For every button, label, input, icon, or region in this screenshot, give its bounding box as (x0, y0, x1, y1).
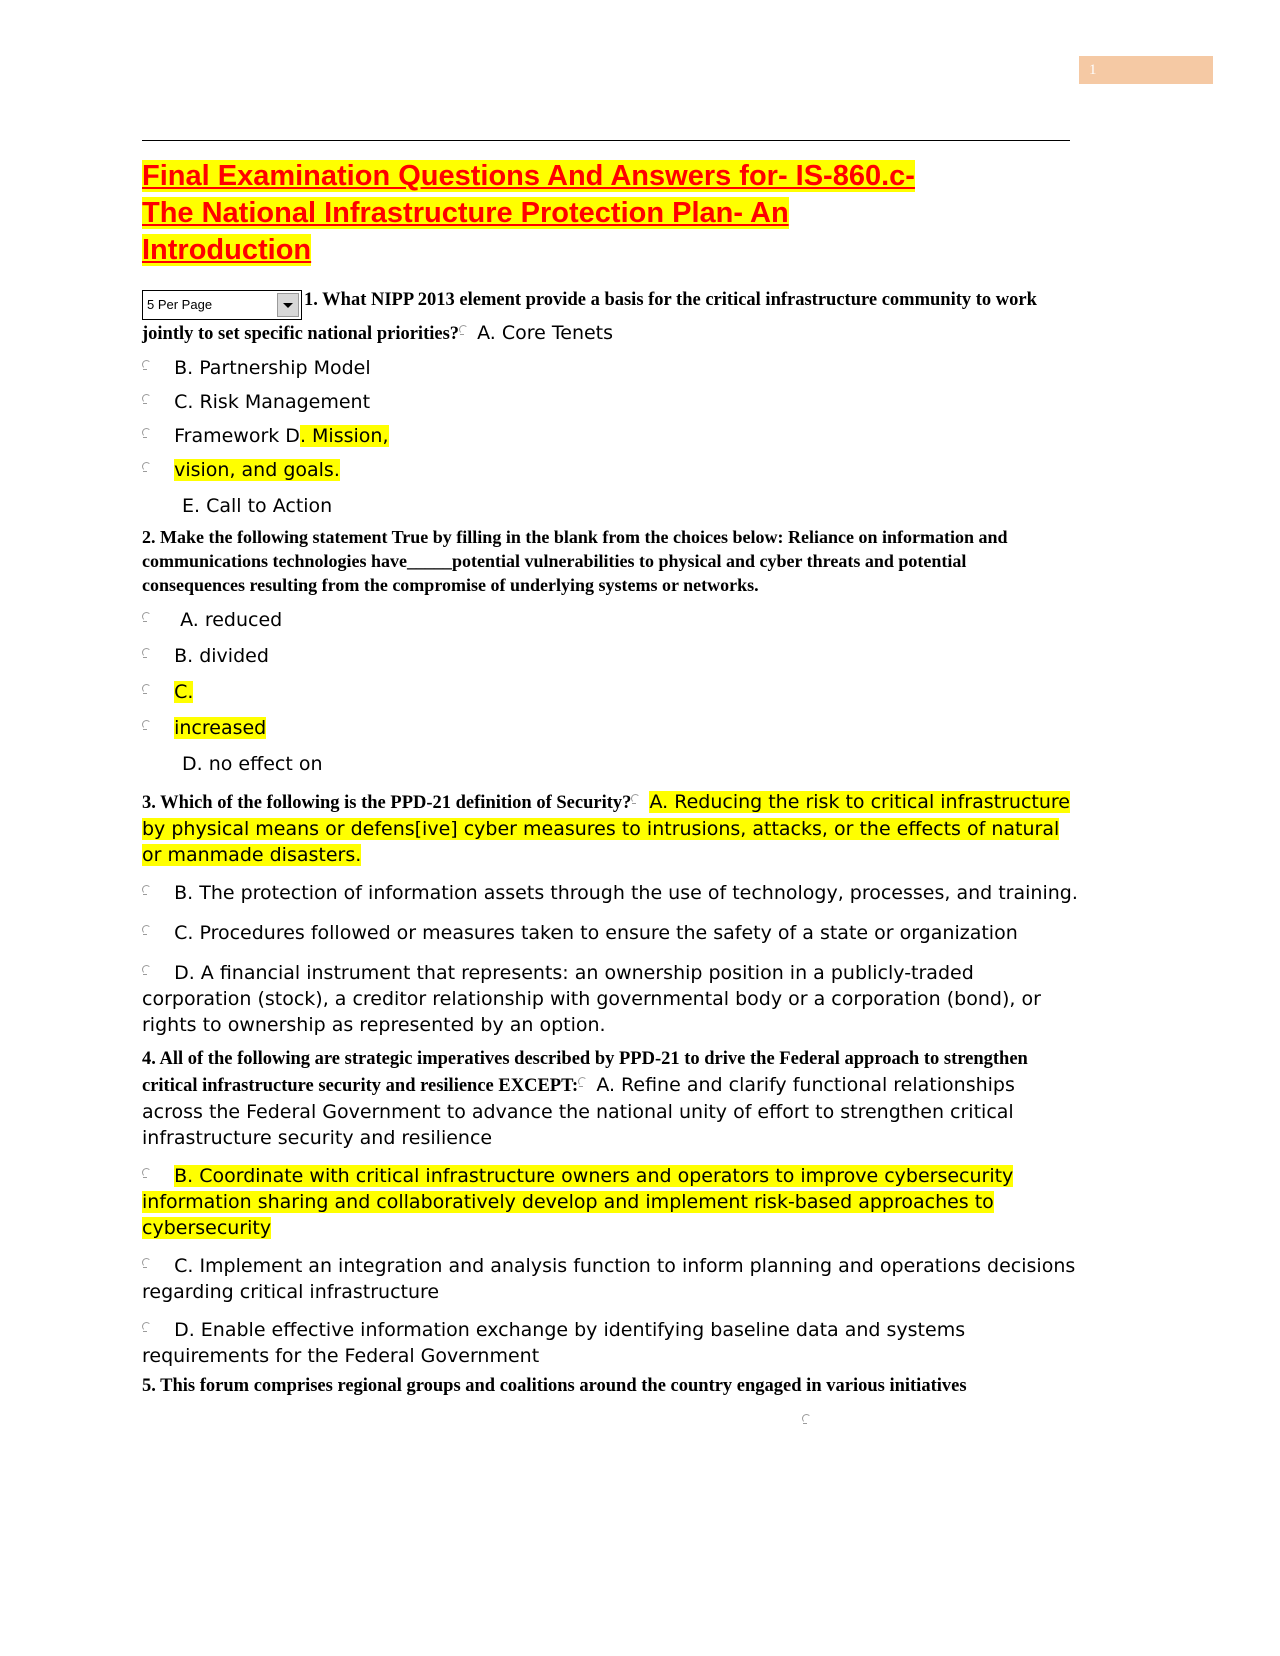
radio-q3-b[interactable] (142, 885, 155, 898)
radio-q4-b[interactable] (142, 1168, 155, 1181)
option-q4-a[interactable]: A. Refine and clarify functional relationships across the Federal Government to advance the national unity of effort to strengthen critical infrastructure security and resilience (142, 1074, 1015, 1149)
radio-q4-c[interactable] (142, 1258, 155, 1271)
radio-q1-b[interactable] (142, 360, 155, 373)
radio-q2-c[interactable] (142, 684, 155, 697)
option-q1-d-highlight-1: . Mission, (299, 425, 389, 447)
question-4-options (142, 1163, 1092, 1369)
option-q2-a[interactable]: A. reduced (180, 609, 283, 631)
per-page-select-value: 5 Per Page (147, 297, 213, 312)
title-container (142, 158, 942, 269)
question-3-options (142, 880, 1092, 1038)
question-1-block (142, 287, 1092, 347)
option-q1-e[interactable]: E. Call to Action (182, 495, 333, 517)
radio-q4-d[interactable] (142, 1322, 155, 1335)
document-content (142, 158, 1092, 1432)
option-q2-b[interactable]: B. divided (174, 645, 269, 667)
question-4-text: 4. All of the following are strategic imperatives described by PPD-21 to drive the Federal approach to strengthen critical infrastructure security and resilience EXCEPT: (142, 1049, 1028, 1096)
radio-q3-a[interactable] (631, 794, 644, 807)
option-q4-c[interactable]: C. Implement an integration and analysis function to inform planning and operations decisions regarding critical infrastructure (142, 1255, 1076, 1303)
per-page-select[interactable] (142, 290, 302, 320)
option-q1-d[interactable]: Framework D (174, 425, 300, 447)
option-q3-c[interactable]: C. Procedures followed or measures taken to ensure the safety of a state or organization (174, 922, 1018, 944)
option-q2-c[interactable]: C. (174, 681, 194, 703)
question-2-block (142, 525, 1057, 597)
radio-q1-a[interactable] (459, 325, 472, 338)
radio-q2-c-cont[interactable] (142, 720, 155, 733)
page-title: Final Examination Questions And Answers for- IS-860.c- The National Infrastructure Protection Plan- An Introduction (142, 160, 915, 266)
option-q1-b[interactable]: B. Partnership Model (174, 357, 371, 379)
radio-q1-d[interactable] (142, 428, 155, 441)
question-5-text: 5. This forum comprises regional groups and coalitions around the country engaged in various initiatives (142, 1376, 967, 1396)
radio-q4-a[interactable] (578, 1077, 591, 1090)
option-q3-b[interactable]: B. The protection of information assets through the use of technology, processes, and training. (174, 882, 1078, 904)
question-1-options (142, 355, 1092, 519)
option-q4-d[interactable]: D. Enable effective information exchange by identifying baseline data and systems requirements for the Federal Government (142, 1319, 966, 1367)
radio-q3-d[interactable] (142, 965, 155, 978)
option-q1-d-highlight-2: vision, and goals. (174, 459, 340, 481)
option-q3-a[interactable]: A. Reducing the risk to critical infrastructure by physical means or defens[ive] cyber measures to intrusions, attacks, or the effects of natural or manmade disasters. (142, 791, 1070, 866)
question-3-text: 3. Which of the following is the PPD-21 definition of Security? (142, 793, 632, 813)
question-2-text: 2. Make the following statement True by filling in the blank from the choices below: Reliance on information and communications technologies have_____potential vulnerabilities to physical and cyber threats and potential consequences resulting from the compromise of underlying systems or networks. (142, 527, 1008, 595)
question-5-block (142, 1373, 1082, 1399)
radio-q2-a[interactable] (142, 612, 155, 625)
option-q1-c[interactable]: C. Risk Management (174, 391, 371, 413)
chevron-down-icon[interactable] (277, 293, 299, 317)
question-2-options (142, 607, 1092, 777)
option-q2-d[interactable]: D. no effect on (182, 753, 323, 775)
option-q2-c-highlight: increased (174, 717, 267, 739)
radio-q1-c[interactable] (142, 394, 155, 407)
question-4-block (142, 1046, 1072, 1151)
question-1-text: 1. What NIPP 2013 element provide a basis for the critical infrastructure community to work jointly to set specific national priorities? (142, 290, 1037, 344)
question-3-block (142, 789, 1082, 868)
option-q3-d[interactable]: D. A financial instrument that represents: an ownership position in a publicly-traded corporation (stock), a creditor relationship with governmental body or a corporation (bond), or rights to ownership as represented by an option. (142, 962, 1041, 1036)
page-number: 1 (1079, 56, 1213, 84)
radio-q3-c[interactable] (142, 925, 155, 938)
option-q4-b[interactable]: B. Coordinate with critical infrastructure owners and operators to improve cybersecurity information sharing and collaboratively develop and implement risk-based approaches to cybersecurity (142, 1165, 1014, 1239)
header-divider (142, 140, 1070, 141)
radio-q5-a[interactable] (802, 1414, 815, 1427)
option-q1-a[interactable]: A. Core Tenets (477, 322, 614, 344)
radio-q2-b[interactable] (142, 648, 155, 661)
radio-q1-e[interactable] (142, 462, 155, 475)
